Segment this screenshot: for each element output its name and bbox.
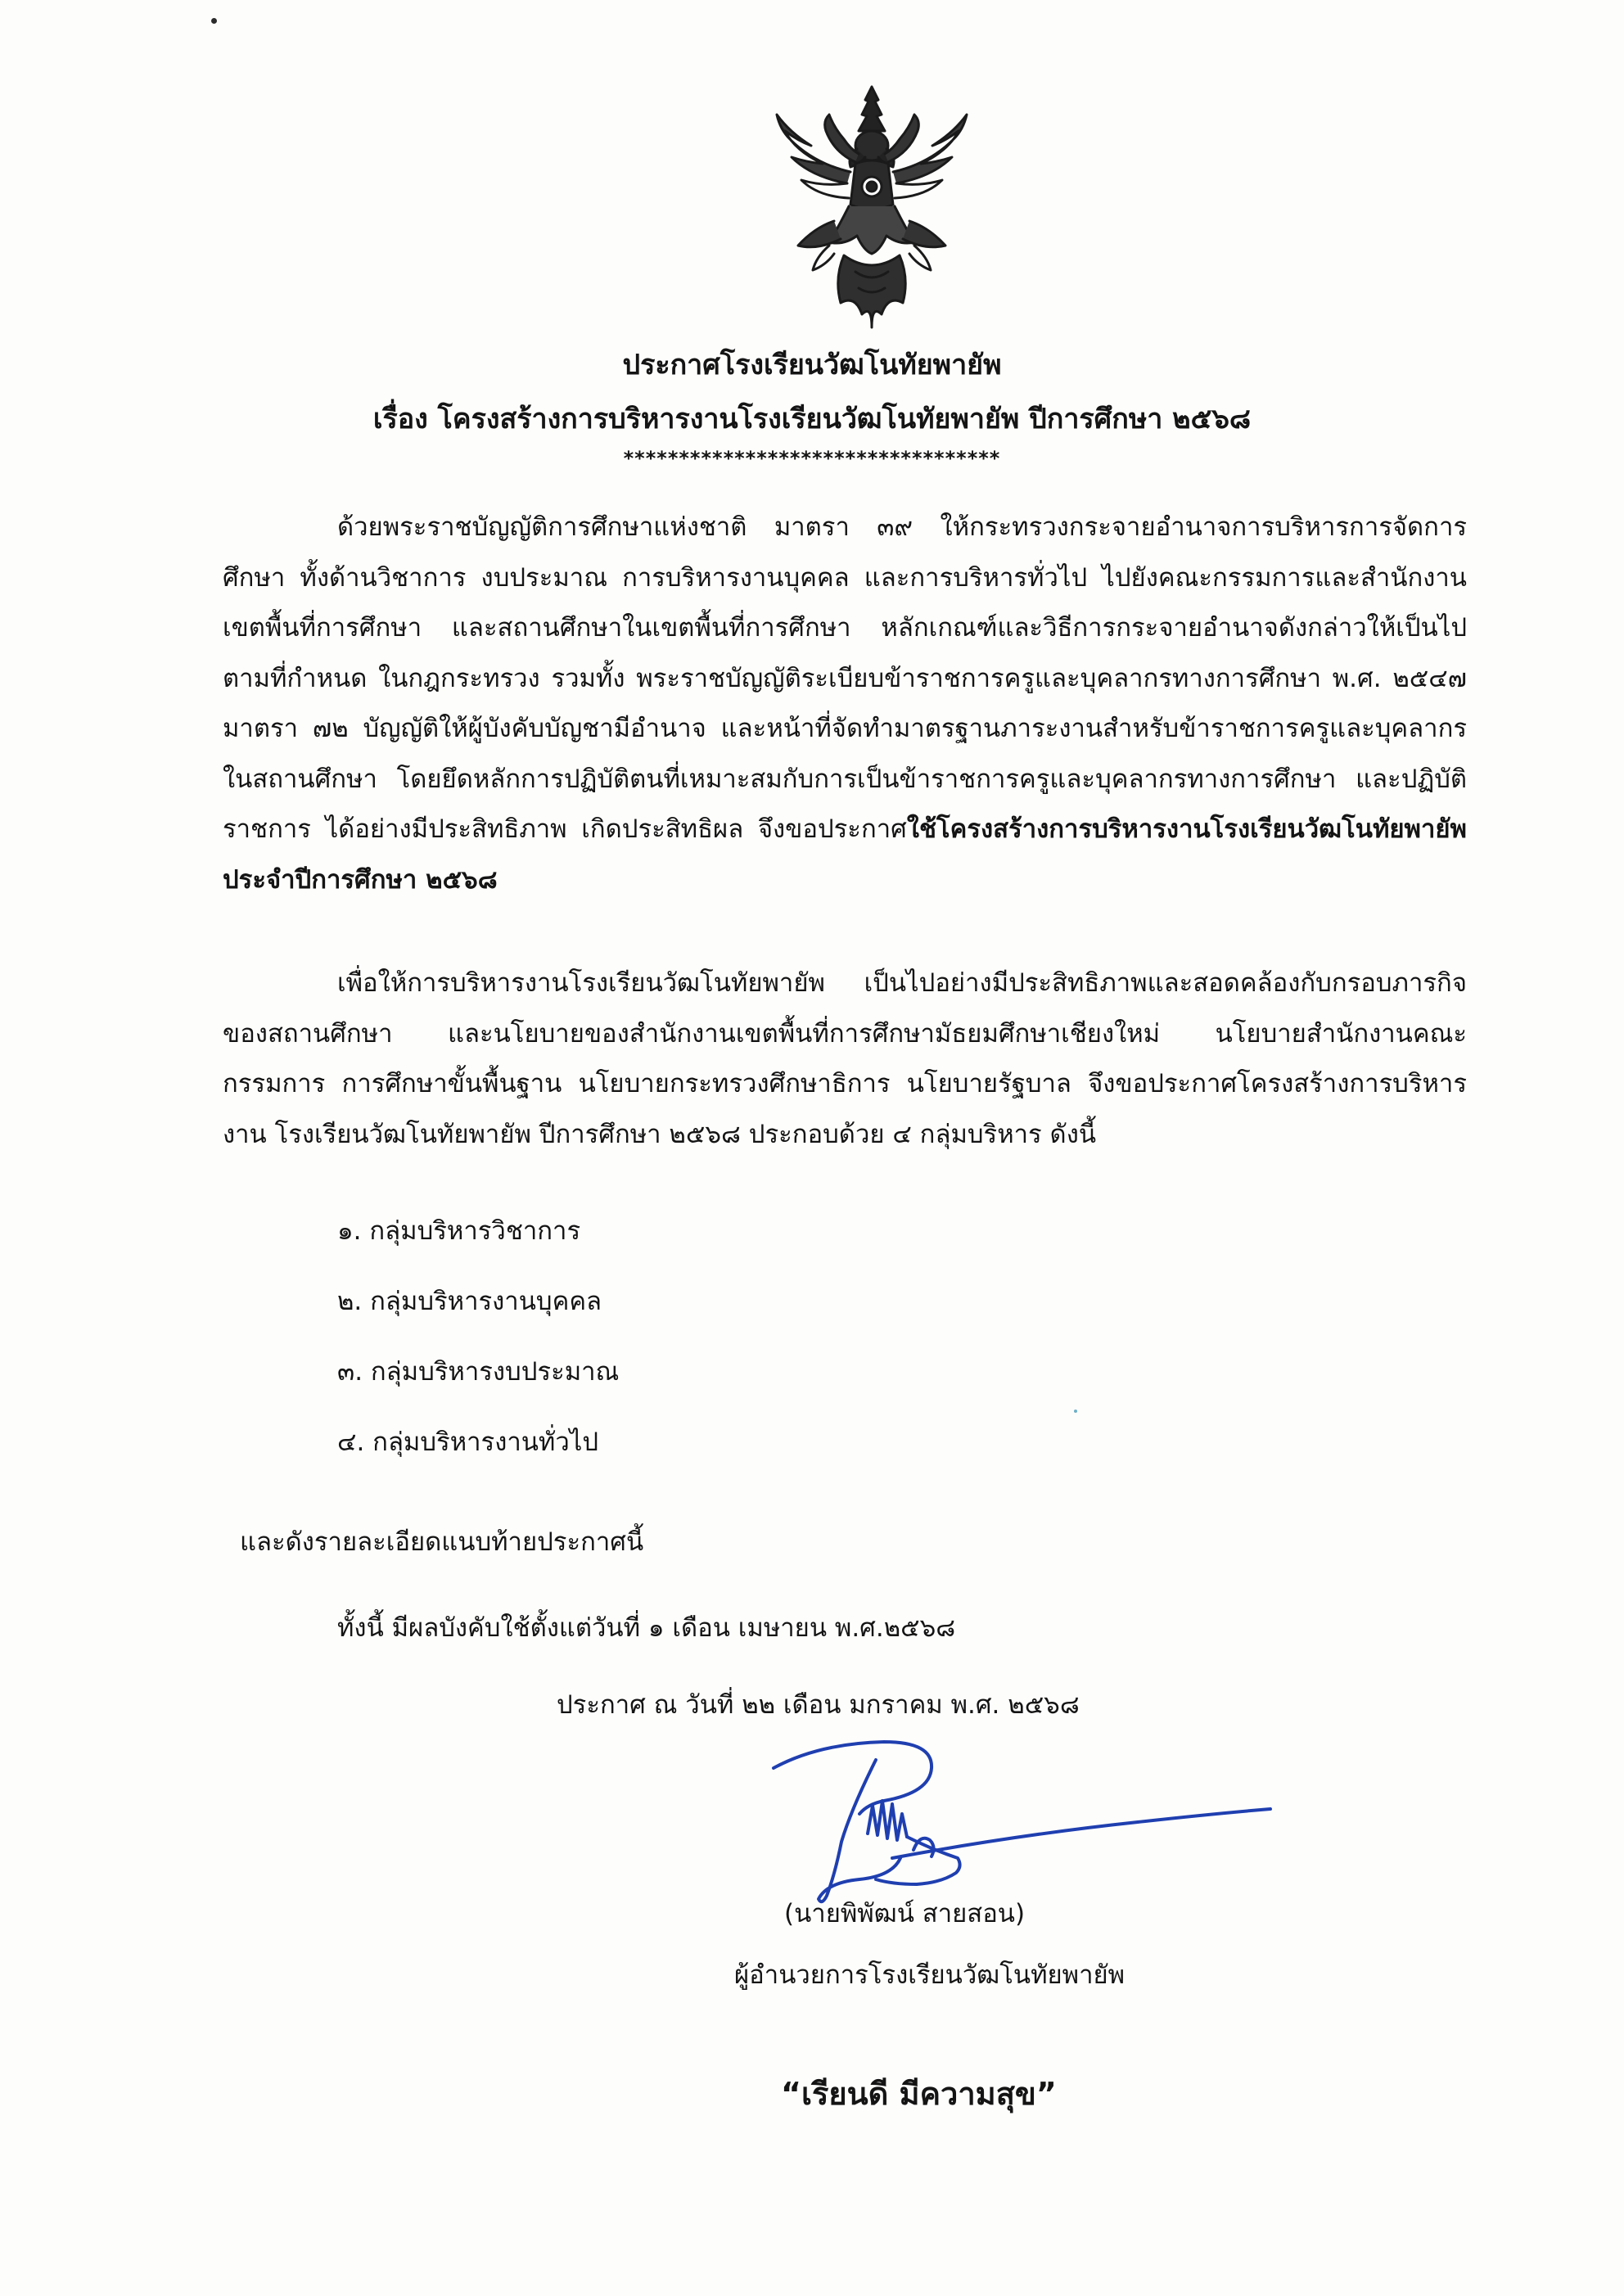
announced-date: ประกาศ ณ วันที่ ๒๒ เดือน มกราคม พ.ศ. ๒๕๖๘ bbox=[557, 1690, 1080, 1720]
school-motto: “เรียนดี มีความสุข” bbox=[781, 2076, 1057, 2112]
list-item: ๑. กลุ่มบริหารวิชาการ bbox=[337, 1216, 581, 1246]
paragraph-1 bbox=[223, 503, 1467, 905]
list-item: ๒. กลุ่มบริหารงานบุคคล bbox=[337, 1287, 602, 1316]
separator-line: ********************************** bbox=[623, 447, 1001, 470]
garuda-emblem bbox=[765, 82, 978, 336]
paragraph-2: เพื่อให้การบริหารงานโรงเรียนวัฒโนทัยพายัพ เป็นไปอย่างมีประสิทธิภาพและสอดคล้องกับกรอบภารกิจ ของสถานศึกษา และนโยบายของสำนักงานเขตพื้นที่การศึกษามัธยมศึกษาเชียงใหม่ นโยบายสำนักงานคณะกรรมการ การศึกษาขั้นพื้นฐาน นโยบายกระทรวงศึกษาธิการ นโยบายรัฐบาล จึงขอประกาศโครงสร้างการบริหารงาน โรงเรียนวัฒโนทัยพายัพ ปีการศึกษา ๒๕๖๘ ประกอบด้วย ๔ กลุ่มบริหาร ดังนี้ bbox=[223, 968, 1467, 1149]
announcement-title: ประกาศโรงเรียนวัฒโนทัยพายัพ bbox=[622, 349, 1002, 381]
paragraph-1-text: ด้วยพระราชบัญญัติการศึกษาแห่งชาติ มาตรา ๓๙ ให้กระทรวงกระจายอำนาจการบริหารการจัดการศึกษา ทั้งด้านวิชาการ งบประมาณ การบริหารงานบุคคล และการบริหารทั่วไป ไปยังคณะกรรมการและสำนักงานเขตพื้นที่การศึกษา และสถานศึกษาในเขตพื้นที่การศึกษา หลักเกณฑ์และวิธีการกระจายอำนาจดังกล่าวให้เป็นไปตามที่กำหนด ในกฎกระทรวง รวมทั้ง พระราชบัญญัติระเบียบข้าราชการครูและบุคลากรทางการศึกษา พ.ศ. ๒๕๔๗ มาตรา ๗๒ บัญญัติให้ผู้บังคับบัญชามีอำนาจ และหน้าที่จัดทำมาตรฐานภาระงานสำหรับข้าราชการครูและบุคลากรในสถานศึกษา โดยยึดหลักการปฏิบัติตนที่เหมาะสมกับการเป็นข้าราชการครูและบุคลากรทางการศึกษา และปฏิบัติราชการ ได้อย่างมีประสิทธิภาพ เกิดประสิทธิผล จึงขอประกาศ bbox=[223, 512, 1467, 844]
list-item: ๓. กลุ่มบริหารงบประมาณ bbox=[337, 1357, 620, 1387]
scan-speck bbox=[211, 18, 217, 24]
effective-date: ทั้งนี้ มีผลบังคับใช้ตั้งแต่วันที่ ๑ เดือน เมษายน พ.ศ.๒๕๖๘ bbox=[337, 1613, 956, 1643]
details-note: และดังรายละเอียดแนบท้ายประกาศนี้ bbox=[240, 1527, 644, 1557]
scan-speck bbox=[1074, 1410, 1077, 1413]
handwritten-signature bbox=[769, 1735, 1277, 1911]
announcement-subject: เรื่อง โครงสร้างการบริหารงานโรงเรียนวัฒโนทัยพายัพ ปีการศึกษา ๒๕๖๘ bbox=[372, 403, 1252, 435]
list-item: ๔. กลุ่มบริหารงานทั่วไป bbox=[337, 1428, 599, 1457]
signer-name: (นายพิพัฒน์ สายสอน) bbox=[784, 1899, 1026, 1928]
signer-position: ผู้อำนวยการโรงเรียนวัฒโนทัยพายัพ bbox=[734, 1960, 1126, 1990]
paragraph-1-emphasis: ใช้โครงสร้างการบริหารงานโรงเรียนวัฒโนทัยพายัพ ประจำปีการศึกษา ๒๕๖๘ bbox=[223, 814, 1467, 895]
